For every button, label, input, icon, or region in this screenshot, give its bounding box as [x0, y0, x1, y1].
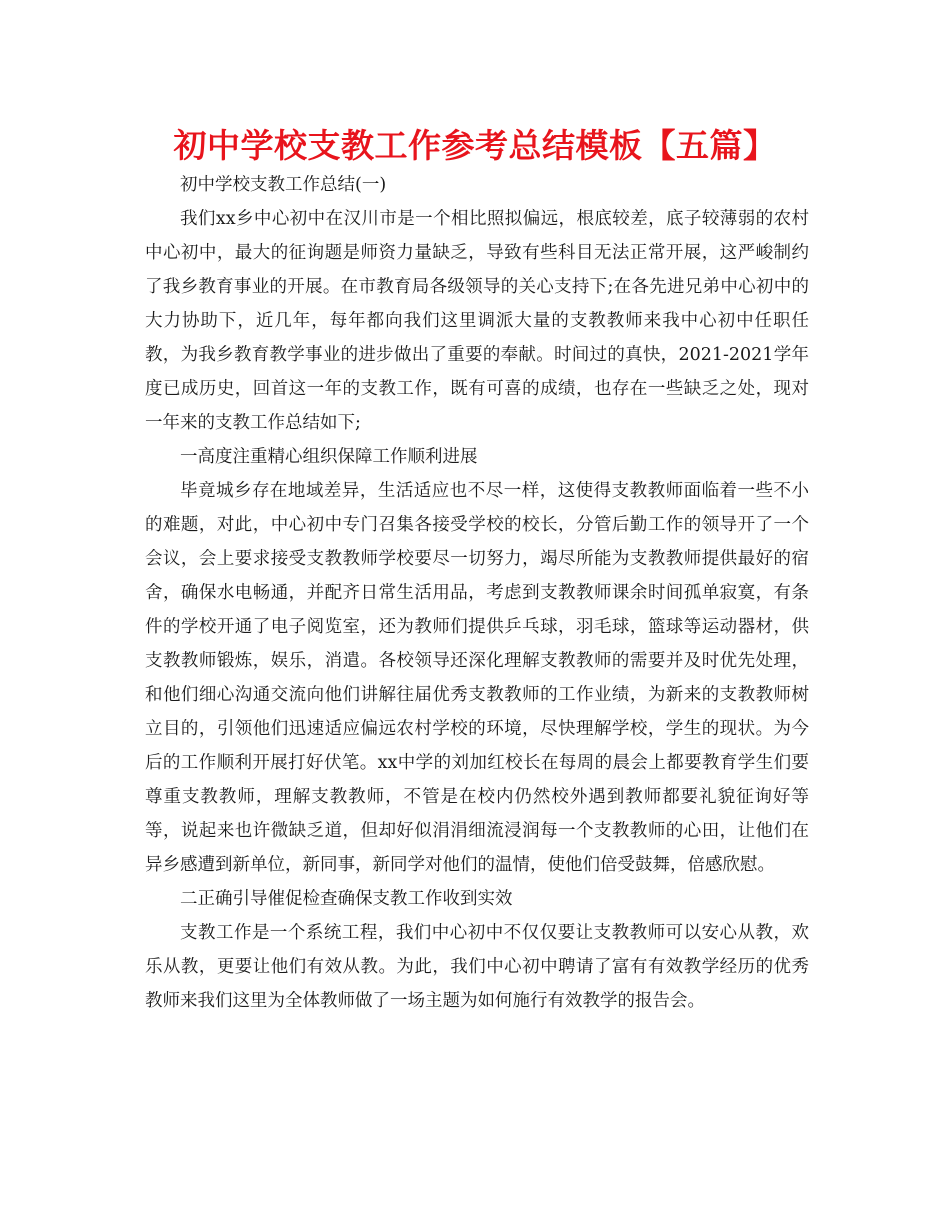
section-heading: 二正确引导催促检查确保支教工作收到实效 — [180, 889, 513, 909]
section-heading: 一高度注重精心组织保障工作顺利进展 — [180, 447, 478, 467]
document-title: 初中学校支教工作参考总结模板【五篇】 — [173, 126, 777, 165]
body-paragraph: 毕竟城乡存在地域差异，生活适应也不尽一样，这使得支教教师面临着一些不小的难题，对此，中心初中专门召集各接受学校的校长，分管后勤工作的领导开了一个会议，会上要求接受支教教师学校要尽一切努力，竭尽所能为支教教师提供最好的宿舍，确保水电畅通，并配齐日常生活用品，考虑到支教教师课余时间孤单寂寞，有条件的学校开通了电子阅览室，还为教师们提供乒乓球，羽毛球，篮球等运动器材，供支教教师锻炼，娱乐，消遣。各校领导还深化理解支教教师的需要并及时优先处理，和他们细心沟通交流向他们讲解往届优秀支教教师的工作业绩，为新来的支教教师树立目的，引领他们迅速适应偏远农村学校的环境，尽快理解学校，学生的现状。为今后的工作顺利开展打好伏笔。xx中学的刘加红校长在每周的晨会上都要教育学生们要尊重支教教师，理解支教教师，不管是在校内仍然校外遇到教师都要礼貌征询好等等，说起来也许微缺乏道，但却好似涓涓细流浸润每一个支教教师的心田，让他们在异乡感遭到新单位，新同事，新同学对他们的温情，使他们倍受鼓舞，倍感欣慰。 — [145, 481, 809, 875]
document-body — [145, 168, 809, 1018]
body-paragraph: 支教工作是一个系统工程，我们中心初中不仅仅要让支教教师可以安心从教，欢乐从教，更要让他们有效从教。为此，我们中心初中聘请了富有有效教学经历的优秀教师来我们这里为全体教师做了一场主题为如何施行有效教学的报告会。 — [145, 923, 809, 1011]
section-heading: 初中学校支教工作总结(一) — [180, 175, 387, 195]
body-paragraph: 我们xx乡中心初中在汉川市是一个相比照拟偏远，根底较差，底子较薄弱的农村中心初中，最大的征询题是师资力量缺乏，导致有些科目无法正常开展，这严峻制约了我乡教育事业的开展。在市教育局各级领导的关心支持下;在各先进兄弟中心初中的大力协助下，近几年，每年都向我们这里调派大量的支教教师来我中心初中任职任教，为我乡教育教学事业的进步做出了重要的奉献。时间过的真快，2021-2021学年度已成历史，回首这一年的支教工作，既有可喜的成绩，也存在一些缺乏之处，现对一年来的支教工作总结如下; — [145, 209, 809, 433]
